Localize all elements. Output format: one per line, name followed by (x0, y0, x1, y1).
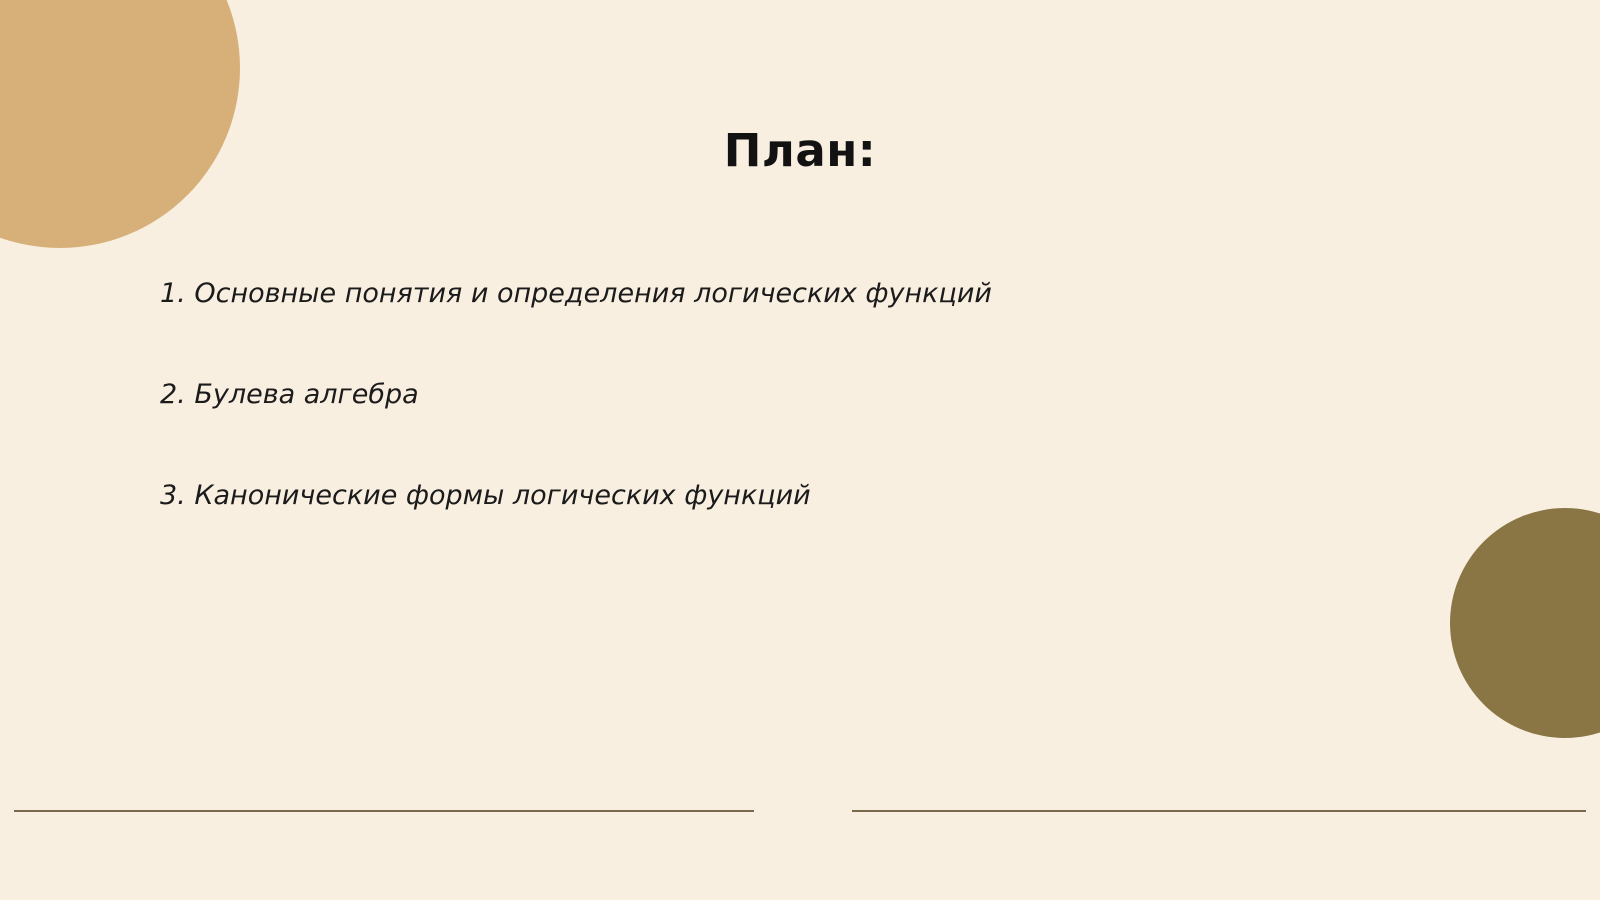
list-item: 1. Основные понятия и определения логических функций (160, 278, 992, 309)
slide-title: План: (723, 124, 877, 177)
list-item: 3. Канонические формы логических функций (160, 480, 811, 512)
divider-line-right (852, 810, 1586, 812)
divider-line-left (14, 810, 754, 812)
decorative-circle-bottom-right (1450, 508, 1600, 738)
list-item: 2. Булева алгебра (160, 379, 419, 411)
plan-list (160, 276, 1440, 513)
